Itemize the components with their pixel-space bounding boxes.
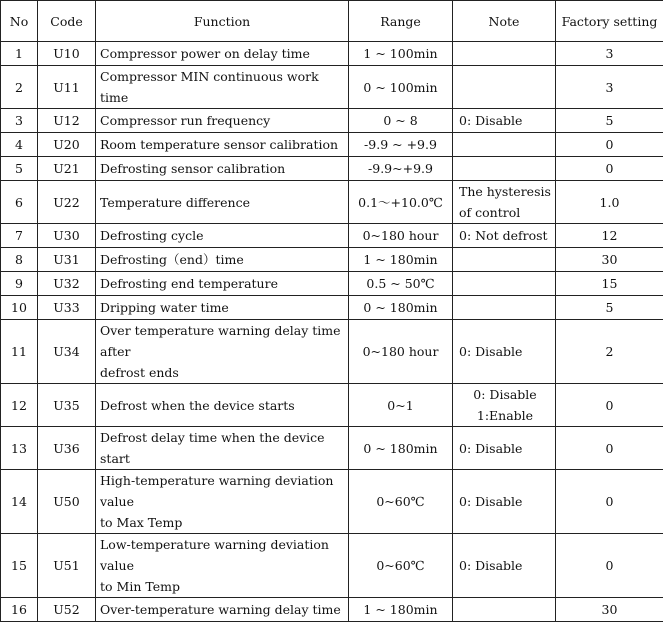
cell-range: 0~180 hour xyxy=(349,224,453,248)
cell-function xyxy=(96,320,349,384)
cell-no: 3 xyxy=(1,109,38,133)
cell-note xyxy=(453,42,556,66)
function-line: Defrosting（end）time xyxy=(100,249,344,270)
cell-factory-setting: 5 xyxy=(556,296,663,320)
table-row xyxy=(1,598,663,622)
cell-range: 0.1～+10.0℃ xyxy=(349,181,453,224)
note-line: 0: Disable xyxy=(459,384,551,405)
function-line: Defrost delay time when the device start xyxy=(100,427,344,469)
function-line: Low-temperature warning deviation value xyxy=(100,534,344,576)
note-line: 0: Disable xyxy=(459,555,551,576)
cell-function xyxy=(96,598,349,622)
note-line: 0: Disable xyxy=(459,491,551,512)
cell-note xyxy=(453,109,556,133)
cell-factory-setting: 0 xyxy=(556,133,663,157)
function-line: Temperature difference xyxy=(100,192,344,213)
cell-note xyxy=(453,320,556,384)
function-line: Over temperature warning delay time after xyxy=(100,320,344,362)
function-line: Defrost when the device starts xyxy=(100,395,344,416)
cell-note xyxy=(453,224,556,248)
cell-function xyxy=(96,224,349,248)
cell-code: U51 xyxy=(38,534,96,598)
cell-no: 13 xyxy=(1,427,38,470)
cell-function xyxy=(96,384,349,427)
cell-code: U32 xyxy=(38,272,96,296)
cell-note xyxy=(453,133,556,157)
table-row xyxy=(1,384,663,427)
note-line: The hysteresis xyxy=(459,181,551,202)
cell-no: 16 xyxy=(1,598,38,622)
cell-function xyxy=(96,427,349,470)
cell-no: 8 xyxy=(1,248,38,272)
cell-range: 0 ~ 180min xyxy=(349,427,453,470)
cell-range: 1 ~ 180min xyxy=(349,248,453,272)
cell-note xyxy=(453,157,556,181)
function-line: Defrosting sensor calibration xyxy=(100,158,344,179)
cell-no: 14 xyxy=(1,470,38,534)
table-row xyxy=(1,296,663,320)
function-line: to Max Temp xyxy=(100,512,344,533)
cell-code: U52 xyxy=(38,598,96,622)
cell-note xyxy=(453,296,556,320)
cell-range: -9.9~+9.9 xyxy=(349,157,453,181)
cell-code: U31 xyxy=(38,248,96,272)
cell-function xyxy=(96,248,349,272)
cell-note xyxy=(453,248,556,272)
note-line: of control xyxy=(459,202,551,223)
table-row xyxy=(1,427,663,470)
parameter-table-body xyxy=(1,1,663,622)
cell-factory-setting: 3 xyxy=(556,42,663,66)
cell-no: 10 xyxy=(1,296,38,320)
cell-range: 0 ~ 180min xyxy=(349,296,453,320)
cell-range: 0~180 hour xyxy=(349,320,453,384)
header-factory-setting: Factory setting xyxy=(556,1,663,42)
cell-range: 0~1 xyxy=(349,384,453,427)
cell-range: 1 ~ 100min xyxy=(349,42,453,66)
cell-no: 9 xyxy=(1,272,38,296)
cell-note xyxy=(453,272,556,296)
table-row xyxy=(1,248,663,272)
cell-code: U20 xyxy=(38,133,96,157)
cell-no: 1 xyxy=(1,42,38,66)
cell-range: 0.5 ~ 50℃ xyxy=(349,272,453,296)
cell-code: U21 xyxy=(38,157,96,181)
cell-code: U12 xyxy=(38,109,96,133)
cell-function xyxy=(96,470,349,534)
cell-function xyxy=(96,109,349,133)
cell-note xyxy=(453,181,556,224)
cell-no: 15 xyxy=(1,534,38,598)
cell-code: U33 xyxy=(38,296,96,320)
cell-code: U30 xyxy=(38,224,96,248)
cell-function xyxy=(96,66,349,109)
function-line: to Min Temp xyxy=(100,576,344,597)
cell-function xyxy=(96,181,349,224)
cell-function xyxy=(96,157,349,181)
cell-note xyxy=(453,598,556,622)
header-row xyxy=(1,1,663,42)
cell-no: 7 xyxy=(1,224,38,248)
table-row xyxy=(1,133,663,157)
cell-factory-setting: 1.0 xyxy=(556,181,663,224)
table-row xyxy=(1,272,663,296)
cell-range: 0 ~ 8 xyxy=(349,109,453,133)
cell-factory-setting: 0 xyxy=(556,534,663,598)
cell-code: U50 xyxy=(38,470,96,534)
table-row xyxy=(1,157,663,181)
cell-no: 2 xyxy=(1,66,38,109)
cell-note xyxy=(453,470,556,534)
cell-code: U34 xyxy=(38,320,96,384)
table-row xyxy=(1,66,663,109)
header-range: Range xyxy=(349,1,453,42)
cell-no: 4 xyxy=(1,133,38,157)
table-row xyxy=(1,534,663,598)
note-line: 1:Enable xyxy=(459,405,551,426)
note-line: 0: Disable xyxy=(459,110,551,131)
table-row xyxy=(1,470,663,534)
cell-function xyxy=(96,272,349,296)
cell-range: 1 ~ 180min xyxy=(349,598,453,622)
cell-no: 5 xyxy=(1,157,38,181)
cell-range: 0 ~ 100min xyxy=(349,66,453,109)
cell-note xyxy=(453,384,556,427)
table-row xyxy=(1,42,663,66)
function-line: Room temperature sensor calibration xyxy=(100,134,344,155)
header-no: No xyxy=(1,1,38,42)
cell-note xyxy=(453,427,556,470)
table-row xyxy=(1,109,663,133)
cell-code: U11 xyxy=(38,66,96,109)
function-line: Compressor power on delay time xyxy=(100,43,344,64)
header-function: Function xyxy=(96,1,349,42)
function-line: Dripping water time xyxy=(100,297,344,318)
cell-code: U22 xyxy=(38,181,96,224)
function-line: Compressor run frequency xyxy=(100,110,344,131)
table-row xyxy=(1,320,663,384)
note-line: 0: Disable xyxy=(459,438,551,459)
function-line: Defrosting cycle xyxy=(100,225,344,246)
table-row xyxy=(1,181,663,224)
cell-function xyxy=(96,296,349,320)
cell-code: U35 xyxy=(38,384,96,427)
cell-factory-setting: 15 xyxy=(556,272,663,296)
function-line: High-temperature warning deviation value xyxy=(100,470,344,512)
function-line: Defrosting end temperature xyxy=(100,273,344,294)
cell-no: 6 xyxy=(1,181,38,224)
cell-factory-setting: 0 xyxy=(556,157,663,181)
cell-factory-setting: 3 xyxy=(556,66,663,109)
cell-no: 11 xyxy=(1,320,38,384)
function-line: defrost ends xyxy=(100,362,344,383)
note-line: 0: Not defrost xyxy=(459,225,551,246)
cell-function xyxy=(96,534,349,598)
cell-note xyxy=(453,534,556,598)
cell-range: 0~60℃ xyxy=(349,534,453,598)
cell-no: 12 xyxy=(1,384,38,427)
cell-factory-setting: 12 xyxy=(556,224,663,248)
cell-range: 0~60℃ xyxy=(349,470,453,534)
note-line: 0: Disable xyxy=(459,341,551,362)
header-code: Code xyxy=(38,1,96,42)
function-line: Over-temperature warning delay time xyxy=(100,599,344,620)
cell-factory-setting: 5 xyxy=(556,109,663,133)
cell-code: U10 xyxy=(38,42,96,66)
cell-range: -9.9 ~ +9.9 xyxy=(349,133,453,157)
cell-factory-setting: 30 xyxy=(556,248,663,272)
header-note: Note xyxy=(453,1,556,42)
cell-code: U36 xyxy=(38,427,96,470)
table-row xyxy=(1,224,663,248)
function-line: Compressor MIN continuous work time xyxy=(100,66,344,108)
cell-factory-setting: 0 xyxy=(556,384,663,427)
cell-function xyxy=(96,42,349,66)
cell-factory-setting: 30 xyxy=(556,598,663,622)
cell-function xyxy=(96,133,349,157)
cell-factory-setting: 0 xyxy=(556,427,663,470)
cell-note xyxy=(453,66,556,109)
cell-factory-setting: 0 xyxy=(556,470,663,534)
cell-factory-setting: 2 xyxy=(556,320,663,384)
